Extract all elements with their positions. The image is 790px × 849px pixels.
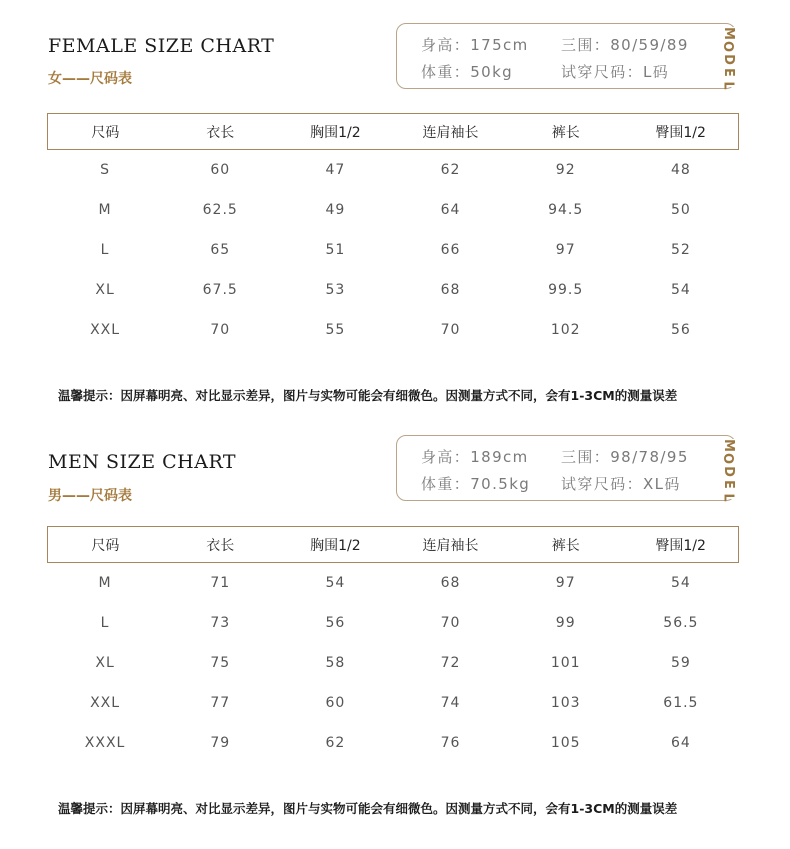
table-row [48,310,739,350]
male-title-en: MEN SIZE CHART [48,451,237,473]
table-cell: 70 [440,322,461,338]
table-cell: 51 [325,242,346,258]
table-cell: 49 [325,202,346,218]
female-model-tag [717,27,739,90]
table-cell: 68 [440,575,461,591]
column-header: 尺码 [48,114,163,150]
female-model-info-box [396,23,736,89]
table-cell: 56 [325,615,346,631]
column-header: 连肩袖长 [393,114,508,150]
female-size-table [47,113,739,350]
table-cell: 71 [210,575,231,591]
table-cell: XXL [90,695,121,711]
table-cell: L [100,242,110,258]
model-tag-letter: L [720,493,736,502]
column-header: 臀围1/2 [623,527,738,563]
model-tag-letter: M [720,27,736,40]
table-cell: 53 [325,282,346,298]
female-table-body [48,150,739,351]
model-tag-letter: L [720,81,736,90]
female-model-height: 身高：175cm [421,36,529,54]
table-cell: 79 [210,735,231,751]
table-cell: 65 [210,242,231,258]
table-cell: 62 [325,735,346,751]
table-row [48,723,739,763]
table-cell: 73 [210,615,231,631]
table-cell: 55 [325,322,346,338]
table-cell: XXXL [84,735,126,751]
table-row [48,270,739,310]
female-title-en: FEMALE SIZE CHART [48,35,275,57]
table-cell: 56.5 [663,615,699,631]
table-cell: XL [95,282,115,298]
table-cell: L [100,615,110,631]
table-cell: 92 [555,162,576,178]
table-cell: 97 [555,242,576,258]
female-table-header-row [48,114,739,150]
table-cell: M [98,575,112,591]
table-cell: 75 [210,655,231,671]
table-row [48,150,739,191]
table-cell: 60 [210,162,231,178]
male-model-info-box [396,435,736,501]
table-cell: 74 [440,695,461,711]
column-header: 胸围1/2 [278,114,393,150]
female-title-cn: 女——尺码表 [48,71,132,87]
column-header: 裤长 [508,114,623,150]
table-cell: 64 [440,202,461,218]
table-cell: 99 [555,615,576,631]
table-cell: 97 [555,575,576,591]
model-tag-letter: D [720,466,736,477]
table-cell: 62.5 [202,202,238,218]
table-cell: 68 [440,282,461,298]
model-tag-letter: E [720,480,736,489]
column-header: 臀围1/2 [623,114,738,150]
table-row [48,563,739,604]
table-cell: 59 [670,655,691,671]
column-header: 连肩袖长 [393,527,508,563]
table-cell: 54 [325,575,346,591]
column-header: 裤长 [508,527,623,563]
table-cell: 103 [550,695,581,711]
table-cell: 56 [670,322,691,338]
male-table-body [48,563,739,764]
model-tag-letter: O [720,452,736,465]
table-cell: 99.5 [548,282,584,298]
table-cell: 70 [210,322,231,338]
table-row [48,683,739,723]
female-model-measurements: 三围：80/59/89 [561,36,689,54]
table-cell: 61.5 [663,695,699,711]
table-cell: XXL [90,322,121,338]
male-model-tag [717,439,739,502]
table-cell: S [100,162,111,178]
table-cell: M [98,202,112,218]
table-cell: 60 [325,695,346,711]
table-cell: 54 [670,282,691,298]
column-header: 衣长 [163,114,278,150]
table-cell: 101 [550,655,581,671]
table-cell: 66 [440,242,461,258]
male-note: 温馨提示：因屏幕明亮、对比显示差异，图片与实物可能会有细微色。因测量方式不同，会有1-3CM的测量误差 [58,801,678,816]
column-header: 尺码 [48,527,163,563]
male-model-weight: 体重：70.5kg [421,475,531,493]
table-cell: 105 [550,735,581,751]
female-note: 温馨提示：因屏幕明亮、对比显示差异，图片与实物可能会有细微色。因测量方式不同，会有1-3CM的测量误差 [58,388,678,403]
column-header: 胸围1/2 [278,527,393,563]
male-model-measurements: 三围：98/78/95 [561,448,689,466]
table-cell: 62 [440,162,461,178]
female-model-weight: 体重：50kg [421,63,514,81]
male-size-table [47,526,739,763]
model-tag-letter: M [720,439,736,452]
table-cell: 50 [670,202,691,218]
model-tag-letter: O [720,40,736,53]
table-cell: 47 [325,162,346,178]
table-cell: 72 [440,655,461,671]
table-cell: 58 [325,655,346,671]
male-model-height: 身高：189cm [421,448,529,466]
male-title-cn: 男——尺码表 [48,488,132,504]
table-row [48,643,739,683]
table-cell: 52 [670,242,691,258]
column-header: 衣长 [163,527,278,563]
table-cell: 77 [210,695,231,711]
female-model-size: 试穿尺码：L码 [561,63,670,81]
table-row [48,603,739,643]
table-cell: 76 [440,735,461,751]
table-cell: 64 [670,735,691,751]
table-cell: 102 [550,322,581,338]
table-cell: 48 [670,162,691,178]
male-table-header-row [48,527,739,563]
model-tag-letter: E [720,68,736,77]
table-cell: 54 [670,575,691,591]
table-cell: 70 [440,615,461,631]
table-row [48,190,739,230]
model-tag-letter: D [720,54,736,65]
male-model-size: 试穿尺码：XL码 [561,475,681,493]
table-cell: 94.5 [548,202,584,218]
table-row [48,230,739,270]
table-cell: 67.5 [202,282,238,298]
table-cell: XL [95,655,115,671]
